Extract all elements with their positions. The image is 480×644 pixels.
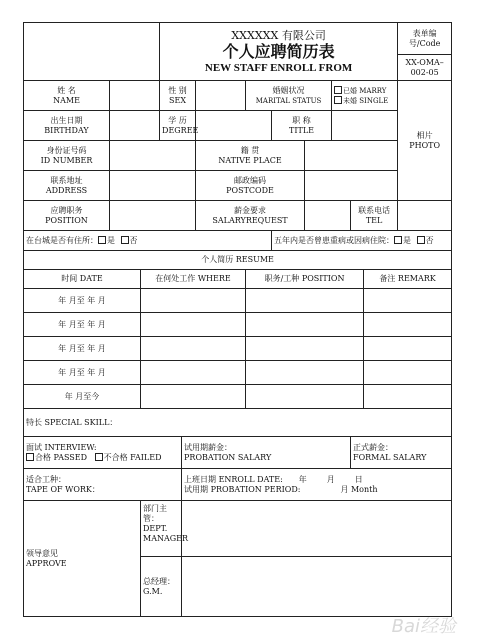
interview-result: 面试 INTERVIEW: 合格 PASSED 不合格 FAILED bbox=[24, 437, 182, 469]
resume-where-cell[interactable] bbox=[141, 337, 246, 361]
form-title-cn: 个人应聘简历表 bbox=[222, 41, 335, 61]
resume-position-cell[interactable] bbox=[246, 385, 364, 409]
resume-date-cell: 年 月至今 bbox=[24, 385, 141, 409]
special-skill-label: 特长 SPECIAL SKILL： bbox=[26, 417, 118, 427]
resume-header-remark: 备注 REMARK bbox=[364, 270, 452, 289]
approve-label: 领导意见 APPROVE bbox=[24, 501, 141, 617]
resume-title: 个人简历 RESUME bbox=[24, 251, 452, 270]
resume-remark-cell[interactable] bbox=[364, 337, 452, 361]
watermark: Bai经验 bbox=[391, 616, 456, 637]
postcode-field[interactable] bbox=[305, 171, 398, 201]
company-name: XXXXXX 有限公司 bbox=[231, 28, 326, 42]
dept-manager-field[interactable] bbox=[182, 501, 452, 557]
tel-label: 联系电话 TEL bbox=[351, 201, 398, 231]
form-title-en: NEW STAFF ENROLL FROM bbox=[204, 61, 353, 74]
resume-remark-cell[interactable] bbox=[364, 385, 452, 409]
address-field[interactable] bbox=[110, 171, 196, 201]
form-table bbox=[23, 22, 452, 617]
resume-date-cell: 年 月至 年 月 bbox=[24, 313, 141, 337]
birthday-field[interactable] bbox=[110, 111, 160, 141]
degree-label: 学 历 DEGREE bbox=[160, 111, 196, 141]
residence-yes-checkbox[interactable] bbox=[98, 236, 106, 244]
resume-date-cell: 年 月至 年 月 bbox=[24, 289, 141, 313]
hospital-question: 五年内是否曾患重病或因病住院： 是 否 bbox=[272, 231, 452, 251]
resume-where-cell[interactable] bbox=[141, 313, 246, 337]
form-code: XX-OMA–002-05 bbox=[398, 55, 452, 81]
marital-options[interactable]: 已婚 MARRY 未婚 SINGLE bbox=[332, 81, 398, 111]
interview-passed-checkbox[interactable] bbox=[26, 453, 34, 461]
postcode-label: 邮政编码 POSTCODE bbox=[196, 171, 305, 201]
name-label: 姓 名 NAME bbox=[24, 81, 110, 111]
header-blank bbox=[24, 23, 160, 81]
salary-field[interactable] bbox=[305, 201, 351, 231]
enroll-date-field[interactable]: 上班日期 ENROLL DATE: 年 月 日 试用期 PROBATION PERIOD: 月 Month bbox=[182, 469, 452, 501]
photo-box[interactable]: 相片 PHOTO bbox=[398, 81, 452, 201]
dept-manager-label: 部门主管： DEPT. MANAGER bbox=[141, 501, 182, 557]
resume-position-cell[interactable] bbox=[246, 361, 364, 385]
birthday-label: 出生日期 BIRTHDAY bbox=[24, 111, 110, 141]
title-label: 职 称 TITLE bbox=[272, 111, 332, 141]
form-code-label: 表单编号/Code bbox=[398, 23, 452, 55]
title-field[interactable] bbox=[332, 111, 398, 141]
gm-label: 总经理： G.M. bbox=[141, 557, 182, 617]
resume-header-where: 在何处工作 WHERE bbox=[141, 270, 246, 289]
resume-where-cell[interactable] bbox=[141, 289, 246, 313]
resume-where-cell[interactable] bbox=[141, 361, 246, 385]
gm-field[interactable] bbox=[182, 557, 452, 617]
address-label: 联系地址 ADDRESS bbox=[24, 171, 110, 201]
form-header bbox=[160, 23, 398, 81]
tel-field[interactable] bbox=[398, 201, 452, 231]
married-checkbox[interactable] bbox=[334, 86, 342, 94]
id-field[interactable] bbox=[110, 141, 196, 171]
sex-field[interactable] bbox=[196, 81, 246, 111]
resume-position-cell[interactable] bbox=[246, 313, 364, 337]
residence-no-checkbox[interactable] bbox=[121, 236, 129, 244]
position-label: 应聘职务 POSITION bbox=[24, 201, 110, 231]
marital-label: 婚姻状况 MARITAL STATUS bbox=[246, 81, 332, 111]
single-checkbox[interactable] bbox=[334, 96, 342, 104]
hospital-no-checkbox[interactable] bbox=[417, 236, 425, 244]
resume-remark-cell[interactable] bbox=[364, 289, 452, 313]
resume-date-cell: 年 月至 年 月 bbox=[24, 361, 141, 385]
resume-header-date: 时间 DATE bbox=[24, 270, 141, 289]
resume-position-cell[interactable] bbox=[246, 337, 364, 361]
id-label: 身份证号码 ID NUMBER bbox=[24, 141, 110, 171]
degree-field[interactable] bbox=[196, 111, 272, 141]
enroll-form bbox=[23, 22, 451, 626]
resume-remark-cell[interactable] bbox=[364, 361, 452, 385]
special-skill-field[interactable] bbox=[24, 409, 452, 437]
native-field[interactable] bbox=[305, 141, 398, 171]
residence-question: 在台城是否有住所： 是 否 bbox=[24, 231, 272, 251]
position-field[interactable] bbox=[110, 201, 196, 231]
probation-salary-field[interactable]: 试用期薪金： PROBATION SALARY bbox=[182, 437, 351, 469]
resume-where-cell[interactable] bbox=[141, 385, 246, 409]
resume-position-cell[interactable] bbox=[246, 289, 364, 313]
resume-date-cell: 年 月至 年 月 bbox=[24, 337, 141, 361]
resume-header-position: 职务/工种 POSITION bbox=[246, 270, 364, 289]
hospital-yes-checkbox[interactable] bbox=[394, 236, 402, 244]
salary-label: 薪金要求 SALARYREQUEST bbox=[196, 201, 305, 231]
interview-failed-checkbox[interactable] bbox=[95, 453, 103, 461]
work-type-field[interactable]: 适合工种： TAPE OF WORK： bbox=[24, 469, 182, 501]
sex-label: 性 别 SEX bbox=[160, 81, 196, 111]
native-label: 籍 贯 NATIVE PLACE bbox=[196, 141, 305, 171]
formal-salary-field[interactable]: 正式薪金： FORMAL SALARY bbox=[351, 437, 452, 469]
resume-remark-cell[interactable] bbox=[364, 313, 452, 337]
name-field[interactable] bbox=[110, 81, 160, 111]
